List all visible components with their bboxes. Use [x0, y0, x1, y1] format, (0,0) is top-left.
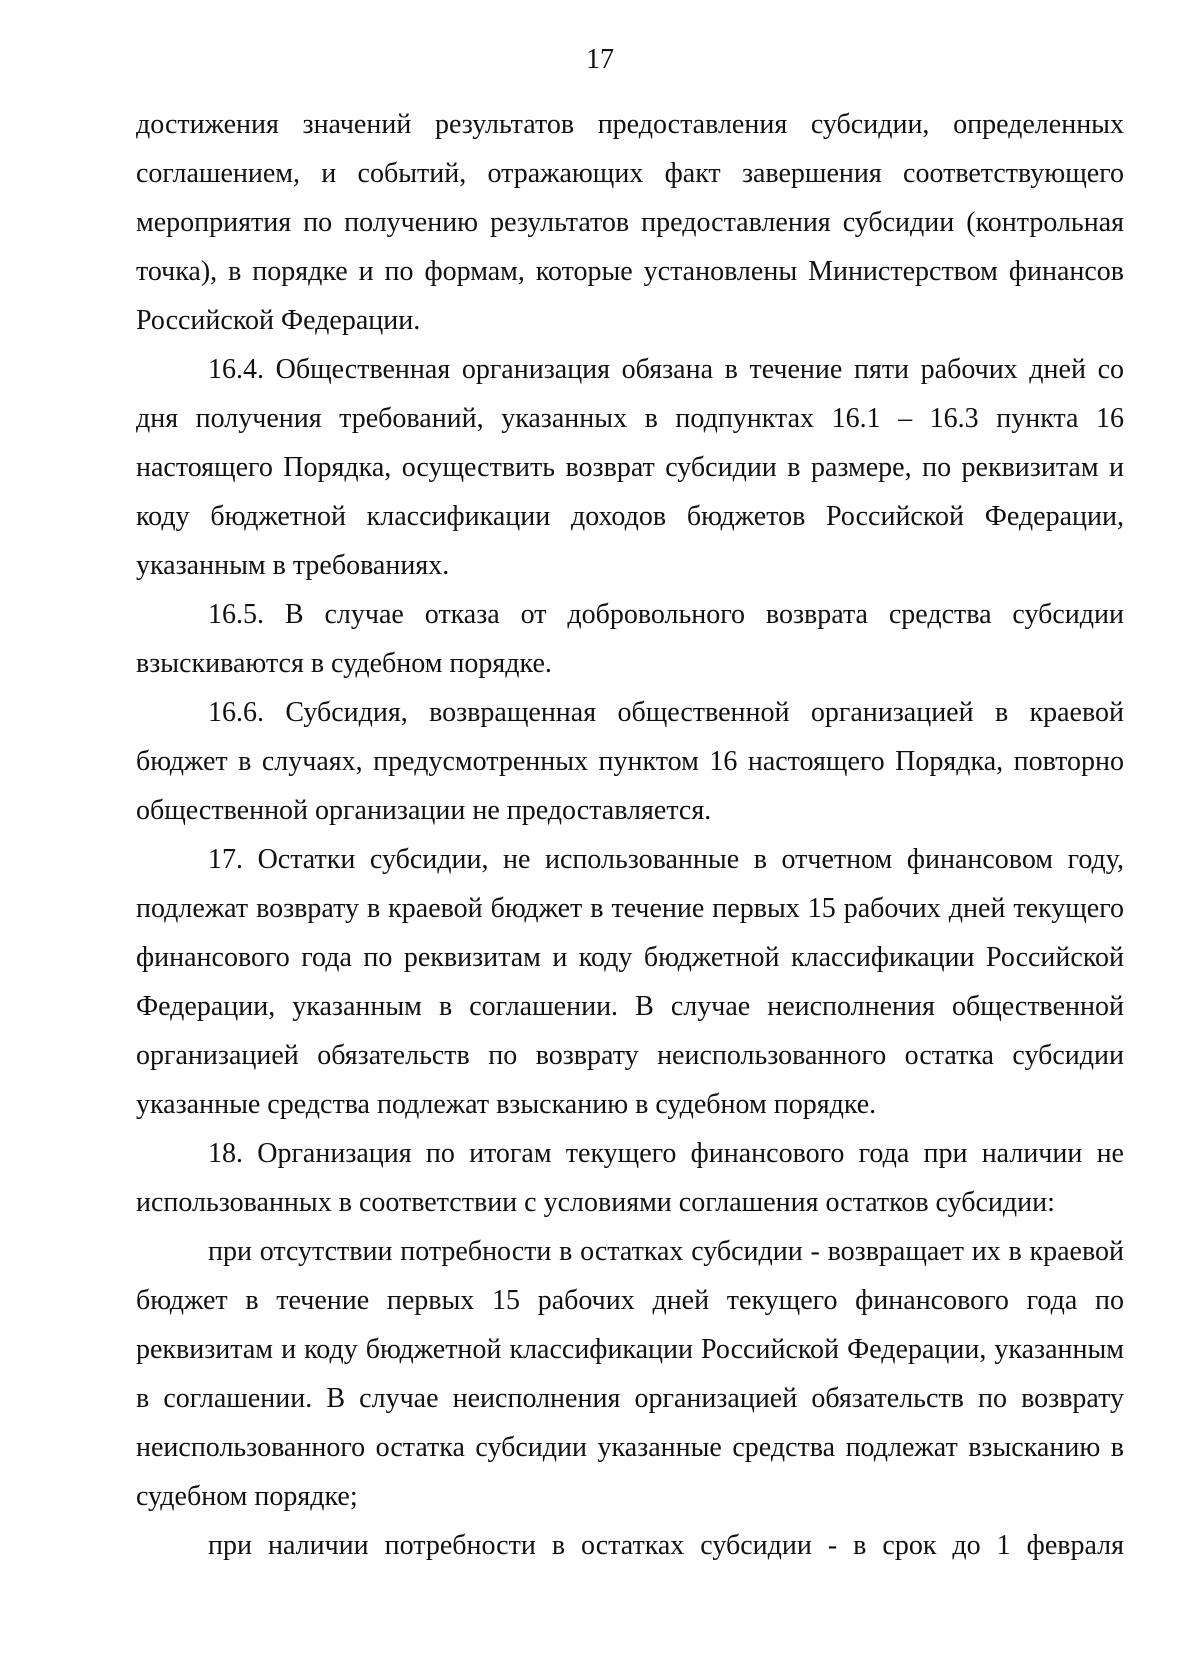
paragraph-18-no-need: при отсутствии потребности в остатках субсидии - возвращает их в краевой бюджет в течение первых 15 рабочих дней текущего финансового года по реквизитам и коду бюджетной классификации Российской Федерации, указанным в соглашении. В случае неисполнения организацией обязательств по возврату неиспользованного остатка субсидии указанные средства подлежат взысканию в судебном порядке; [136, 1236, 1124, 1512]
paragraph-continuation: достижения значений результатов предоставления субсидии, определенных соглашением, и событий, отражающих факт завершения соответствующего мероприятия по получению результатов предоставления субсидии (контрольная точка), в порядке и по формам, которые установлены Министерством финансов Российской Федерации. [136, 109, 1124, 336]
paragraph-18-need: при наличии потребности в остатках субсидии - в срок до 1 февраля [208, 1530, 1124, 1561]
paragraph-16-4: 16.4. Общественная организация обязана в течение пяти рабочих дней со дня получения требований, указанных в подпунктах 16.1 – 16.3 пункта 16 настоящего Порядка, осуществить возврат субсидии в размере, по реквизитам и коду бюджетной классификации доходов бюджетов Российской Федерации, указанным в требованиях. [136, 354, 1124, 581]
paragraph-18: 18. Организация по итогам текущего финансового года при наличии не использованных в соответствии с условиями соглашения остатков субсидии: [136, 1138, 1124, 1218]
paragraph-16-6: 16.6. Субсидия, возвращенная общественной организацией в краевой бюджет в случаях, предусмотренных пунктом 16 настоящего Порядка, повторно общественной организации не предоставляется. [136, 697, 1124, 826]
paragraph-17: 17. Остатки субсидии, не использованные в отчетном финансовом году, подлежат возврату в краевой бюджет в течение первых 15 рабочих дней текущего финансового года по реквизитам и коду бюджетной классификации Российской Федерации, указанным в соглашении. В случае неисполнения общественной организацией обязательств по возврату неиспользованного остатка субсидии указанные средства подлежат взысканию в судебном порядке. [136, 844, 1124, 1120]
page-number: 17 [586, 44, 614, 75]
document-body [136, 100, 1124, 1570]
paragraph-16-5: 16.5. В случае отказа от добровольного возврата средства субсидии взыскиваются в судебном порядке. [136, 599, 1124, 679]
